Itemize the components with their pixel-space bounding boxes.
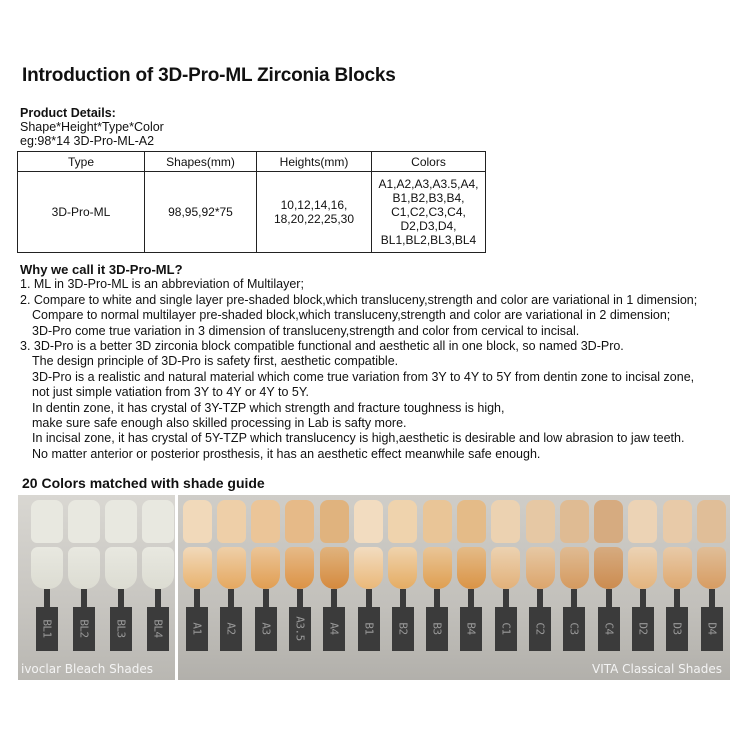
shade-tooth-incisal xyxy=(697,500,726,543)
shade-tab-label: B3 xyxy=(430,622,444,635)
shade-tab-label: BL2 xyxy=(77,619,91,638)
colors-line: A1,A2,A3,A3.5,A4, xyxy=(378,177,479,191)
spec-table-row xyxy=(18,172,486,253)
shade-tooth-incisal xyxy=(183,500,212,543)
shade-section-heading: 20 Colors matched with shade guide xyxy=(22,475,265,491)
shade-tab-stem xyxy=(468,589,474,607)
shade-tab-label: BL3 xyxy=(114,619,128,638)
shade-tab-label: BL4 xyxy=(151,619,165,638)
product-details xyxy=(20,106,164,148)
shade-tab-label: D2 xyxy=(636,622,650,635)
shade-tooth xyxy=(526,547,555,589)
why-section xyxy=(20,262,745,462)
shade-tooth xyxy=(217,547,246,589)
shade-tooth xyxy=(285,547,314,589)
shade-tab-label: A2 xyxy=(224,622,238,635)
shade-tab-label: A3 xyxy=(259,622,273,635)
why-line: 3D-Pro come true variation in 3 dimension of transluceny,strength and color from cervical to incisal. xyxy=(32,323,580,338)
bleach-shades-photo xyxy=(18,495,175,680)
shade-tab-stem xyxy=(537,589,543,607)
shade-tab-stem xyxy=(434,589,440,607)
shade-tab-label: B4 xyxy=(464,622,478,635)
shade-tooth xyxy=(663,547,692,589)
shade-tooth-incisal xyxy=(68,500,100,543)
why-heading: Why we call it 3D-Pro-ML? xyxy=(20,262,183,277)
colors-line: B1,B2,B3,B4, xyxy=(392,191,465,205)
shade-tab-stem xyxy=(44,589,50,607)
why-line: Compare to normal multilayer pre-shaded block,which transluceny,strength and color are variational in 2 dimension; xyxy=(32,308,671,323)
cell-colors xyxy=(372,172,486,253)
why-line: In incisal zone, it has crystal of 5Y-TZP which translucency is high,aesthetic is desirable and low abrasion to jaw teeth. xyxy=(32,431,685,446)
shade-tab-stem xyxy=(297,589,303,607)
shade-tab-stem xyxy=(118,589,124,607)
header-heights: Heights(mm) xyxy=(257,152,372,172)
shade-tooth xyxy=(560,547,589,589)
shade-tab-stem xyxy=(606,589,612,607)
shade-tab-stem xyxy=(228,589,234,607)
why-line: 3. 3D-Pro is a better 3D zirconia block compatible functional and aesthetic all in one block, so named 3D-Pro. xyxy=(20,339,624,354)
why-lines xyxy=(20,277,745,462)
shade-tooth xyxy=(697,547,726,589)
shade-tab-stem xyxy=(640,589,646,607)
shade-tooth xyxy=(457,547,486,589)
heights-line: 10,12,14,16, xyxy=(280,198,348,212)
shade-tab-stem xyxy=(81,589,87,607)
shade-tab-stem xyxy=(155,589,161,607)
shade-tab-label: C4 xyxy=(602,622,616,635)
shade-tooth xyxy=(68,547,100,589)
product-details-heading: Product Details: xyxy=(20,106,116,120)
shade-tooth xyxy=(594,547,623,589)
colors-line: C1,C2,C3,C4, xyxy=(391,205,466,219)
shade-tab-label: A1 xyxy=(190,622,204,635)
shade-tooth xyxy=(388,547,417,589)
shade-tooth xyxy=(423,547,452,589)
shade-tooth-incisal xyxy=(105,500,137,543)
shade-tooth-incisal xyxy=(457,500,486,543)
shade-tab-label: C3 xyxy=(567,622,581,635)
shade-tab-label: C2 xyxy=(533,622,547,635)
shade-tooth-incisal xyxy=(31,500,63,543)
why-line: No matter anterior or posterior prosthesis, it has an aesthetic effect meanwhile safe enough. xyxy=(32,446,541,461)
why-line: not just simple vatiation from 3Y to 4Y or 4Y to 5Y. xyxy=(32,385,310,400)
shade-tooth-incisal xyxy=(142,500,174,543)
header-shapes: Shapes(mm) xyxy=(145,152,257,172)
shade-tab-stem xyxy=(571,589,577,607)
shade-tab-label: B1 xyxy=(362,622,375,635)
shade-tooth-incisal xyxy=(663,500,692,543)
shade-tab-stem xyxy=(674,589,680,607)
shade-tab-stem xyxy=(503,589,509,607)
why-line: 2. Compare to white and single layer pre-shaded block,which transluceny,strength and color are variational in 1 dimension; xyxy=(20,292,698,307)
shade-tooth xyxy=(628,547,657,589)
bleach-caption: ivoclar Bleach Shades xyxy=(21,662,153,676)
shade-tooth-incisal xyxy=(354,500,383,543)
heights-line: 18,20,22,25,30 xyxy=(273,212,355,226)
shade-tab-stem xyxy=(263,589,269,607)
page-title: Introduction of 3D-Pro-ML Zirconia Blocks xyxy=(22,65,396,86)
product-details-formula: Shape*Height*Type*Color xyxy=(20,120,164,134)
shade-tooth-incisal xyxy=(491,500,520,543)
shade-tooth xyxy=(320,547,349,589)
spec-table xyxy=(17,151,486,253)
shade-tab-label: A4 xyxy=(327,622,341,635)
shade-tab-label: B2 xyxy=(396,622,410,635)
shade-tooth xyxy=(354,547,383,589)
cell-heights xyxy=(257,172,372,253)
shade-tab-label: C1 xyxy=(499,622,513,635)
shade-tooth-incisal xyxy=(423,500,452,543)
why-line: In dentin zone, it has crystal of 3Y-TZP which strength and fracture toughness is high, xyxy=(32,400,505,415)
shade-tooth xyxy=(105,547,137,589)
shade-tooth xyxy=(142,547,174,589)
shade-tooth xyxy=(183,547,212,589)
why-line: make sure safe enough also skilled processing in Lab is safty more. xyxy=(32,416,407,431)
vita-caption: VITA Classical Shades xyxy=(591,662,722,676)
shade-tab-stem xyxy=(709,589,715,607)
colors-line: BL1,BL2,BL3,BL4 xyxy=(380,233,477,247)
vita-shades-photo xyxy=(178,495,730,680)
shade-tab-label: D3 xyxy=(670,622,684,635)
why-line: 3D-Pro is a realistic and natural material which come true variation from 3Y to 4Y to 5Y from dentin zone to incisal zone, xyxy=(32,369,695,384)
shade-tooth-incisal xyxy=(320,500,349,543)
shade-tooth-incisal xyxy=(628,500,657,543)
header-colors: Colors xyxy=(372,152,486,172)
shade-tab-label: A3.5 xyxy=(293,616,307,641)
shade-tooth xyxy=(31,547,63,589)
shade-tooth-incisal xyxy=(251,500,280,543)
why-line: 1. ML in 3D-Pro-ML is an abbreviation of Multilayer; xyxy=(20,277,304,292)
shade-tab-label: D4 xyxy=(705,622,718,635)
cell-shapes: 98,95,92*75 xyxy=(145,172,257,253)
product-details-example: eg:98*14 3D-Pro-ML-A2 xyxy=(20,134,155,148)
shade-tooth-incisal xyxy=(285,500,314,543)
shade-tab-stem xyxy=(194,589,200,607)
shade-tab-stem xyxy=(400,589,406,607)
shade-tab-stem xyxy=(366,589,372,607)
spec-table-header-row xyxy=(18,152,486,172)
shade-tab-stem xyxy=(331,589,337,607)
cell-type: 3D-Pro-ML xyxy=(18,172,145,253)
shade-tooth-incisal xyxy=(526,500,555,543)
shade-tooth-incisal xyxy=(217,500,246,543)
shade-tooth xyxy=(251,547,280,589)
shade-tooth-incisal xyxy=(560,500,589,543)
header-type: Type xyxy=(18,152,145,172)
shade-tooth xyxy=(491,547,520,589)
shade-tooth-incisal xyxy=(388,500,417,543)
colors-line: D2,D3,D4, xyxy=(400,219,457,233)
shade-tab-label: BL1 xyxy=(40,619,54,638)
shade-tooth-incisal xyxy=(594,500,623,543)
why-line: The design principle of 3D-Pro is safety first, aesthetic compatible. xyxy=(32,354,399,369)
